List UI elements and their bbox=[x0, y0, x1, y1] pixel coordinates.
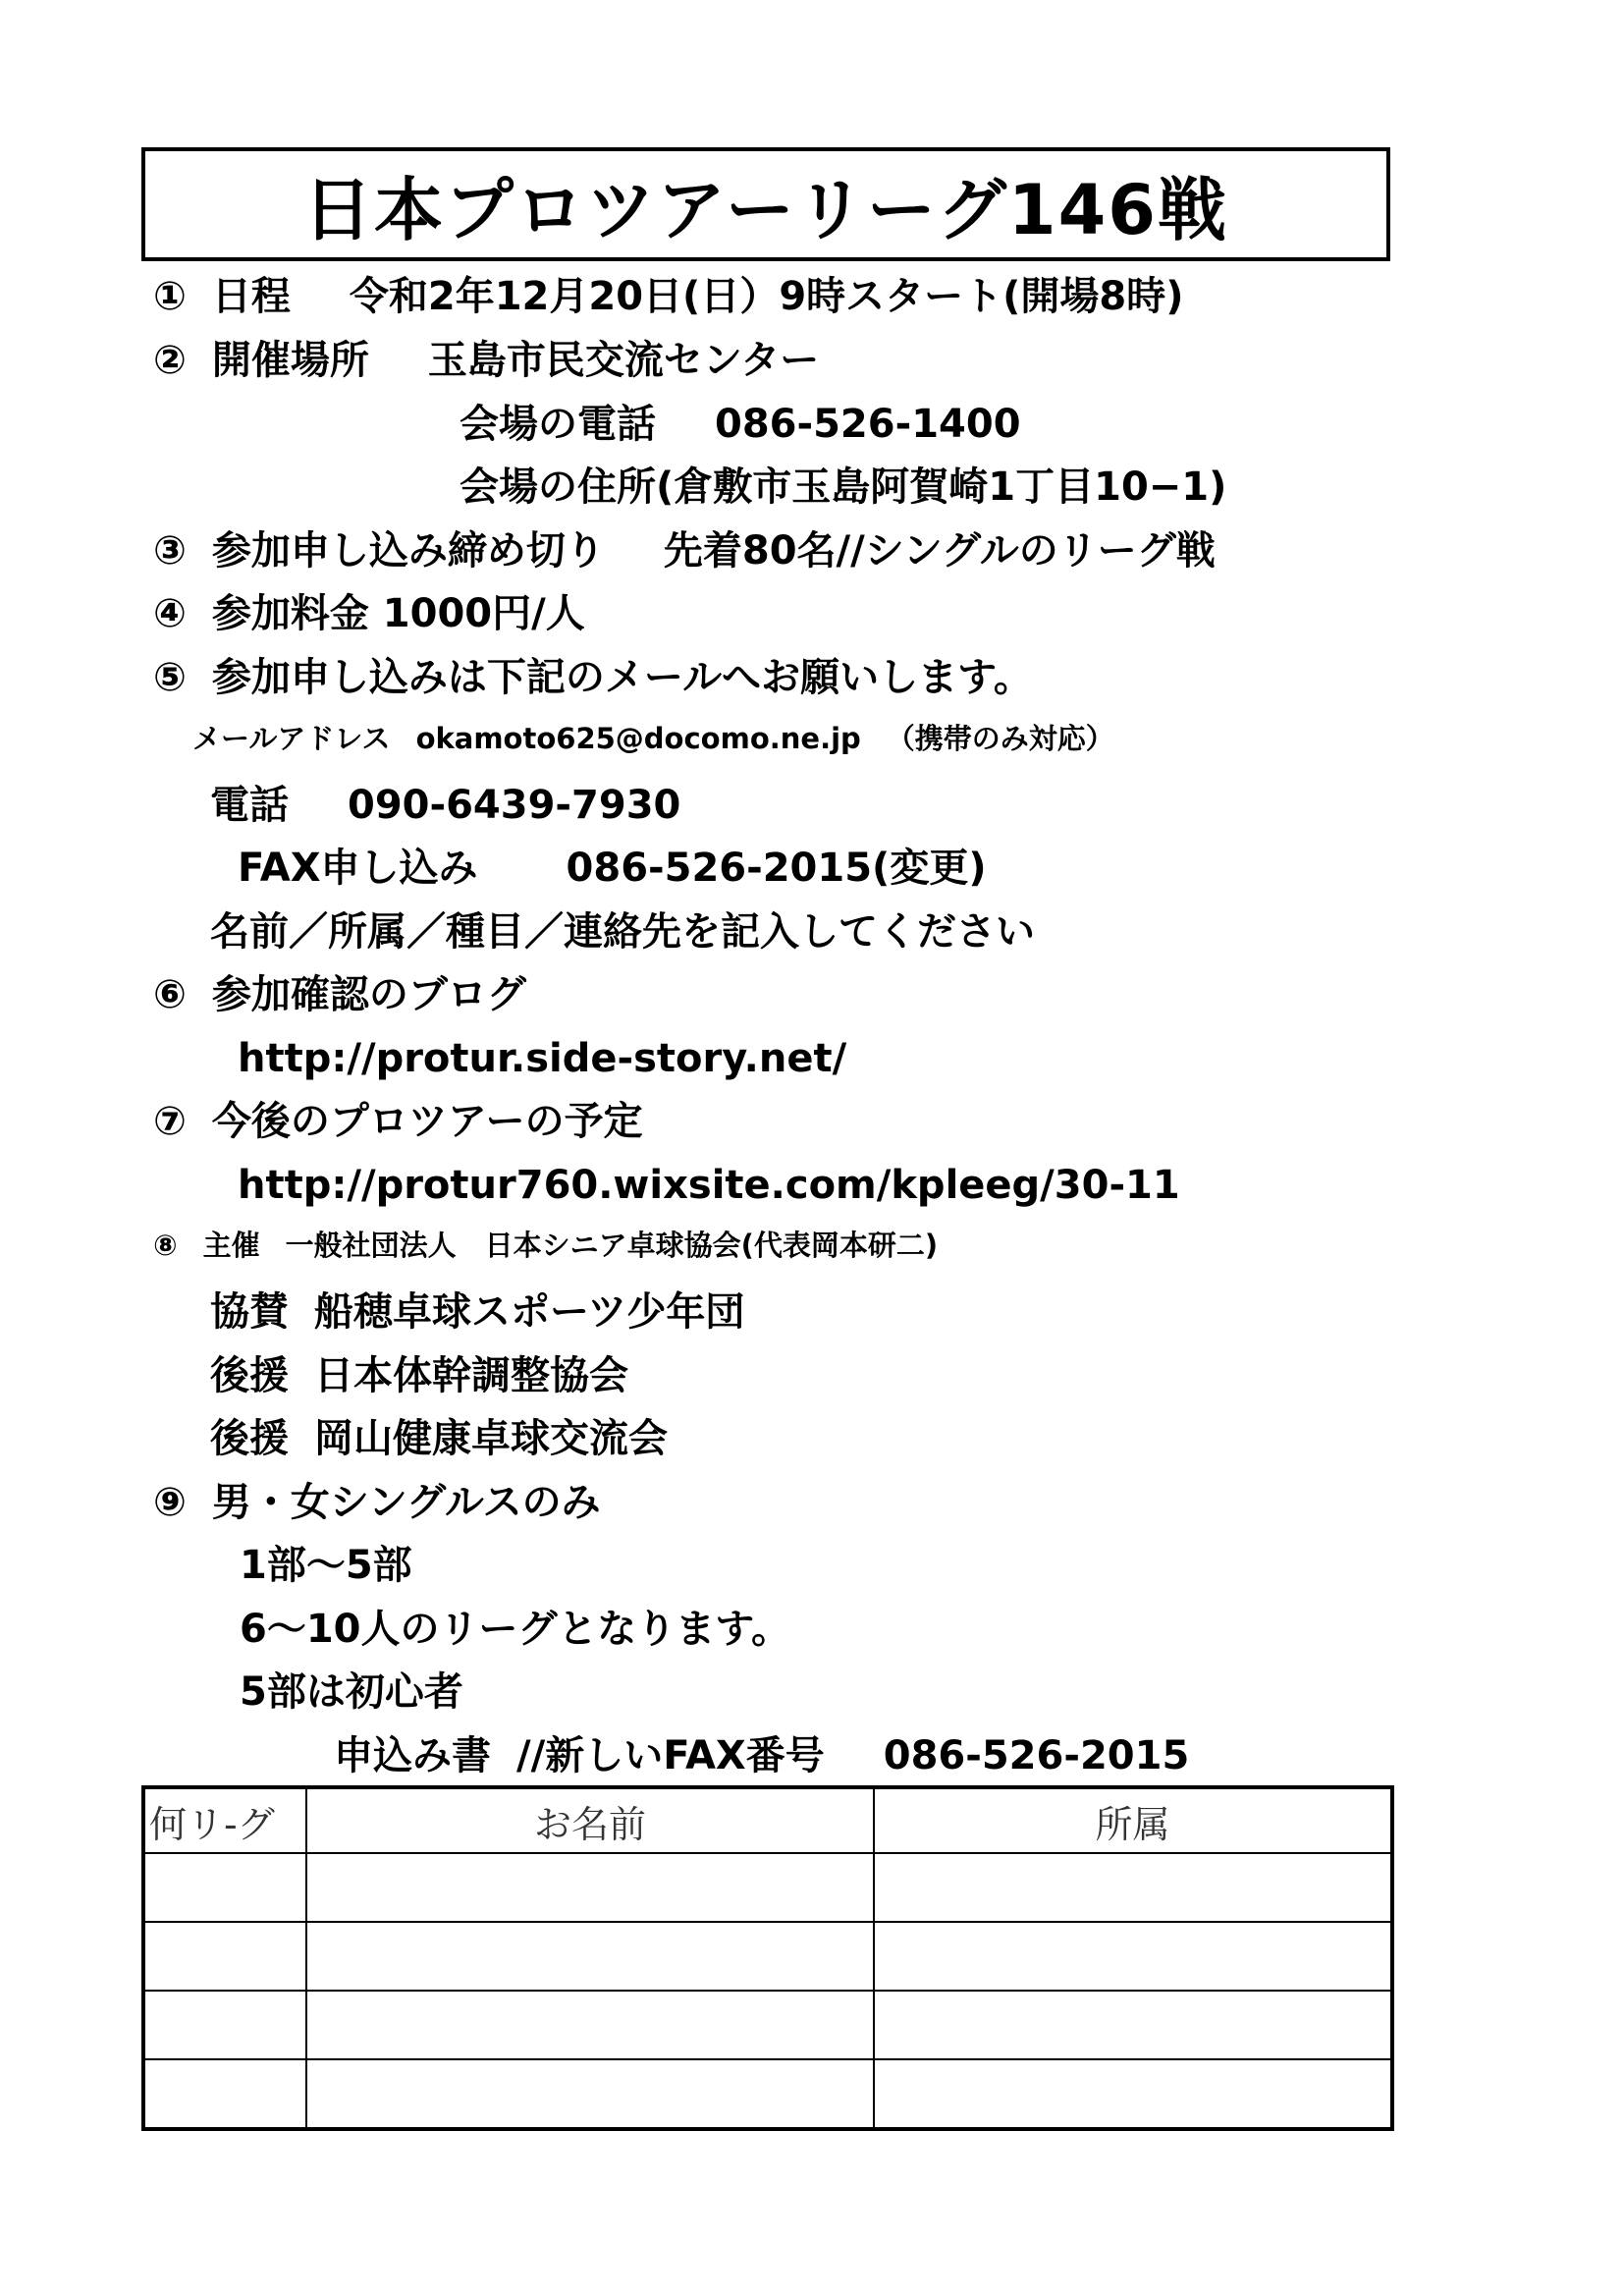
support-value: 日本体幹調整協会 bbox=[314, 1353, 628, 1398]
item-singles bbox=[153, 1480, 601, 1525]
item-number: ⑧ bbox=[153, 1229, 178, 1262]
venue-value: 玉島市民交流センター bbox=[427, 338, 820, 383]
cell-league[interactable] bbox=[143, 1991, 306, 2059]
header-affiliation: 所属 bbox=[874, 1787, 1392, 1853]
application-form-table bbox=[141, 1785, 1394, 2131]
item-venue bbox=[153, 338, 820, 383]
cell-affiliation[interactable] bbox=[874, 1853, 1392, 1922]
fee-text: 参加料金 1000円/人 bbox=[211, 591, 585, 636]
fax-line bbox=[238, 846, 987, 891]
item-number: ⑦ bbox=[153, 1099, 187, 1144]
item-number: ③ bbox=[153, 528, 187, 574]
support-label: 後援 bbox=[210, 1416, 289, 1461]
item-number: ⑤ bbox=[153, 655, 187, 700]
phone-value: 090-6439-7930 bbox=[348, 783, 681, 828]
sponsor-line bbox=[210, 1289, 745, 1335]
table-row bbox=[143, 1991, 1392, 2059]
cell-name[interactable] bbox=[306, 1853, 874, 1922]
support-line-2 bbox=[210, 1416, 668, 1461]
form-heading bbox=[334, 1733, 1190, 1778]
fax-label: FAX申し込み bbox=[238, 846, 478, 891]
venue-address: 会場の住所(倉敷市玉島阿賀崎1丁目10−1) bbox=[460, 465, 1227, 510]
item-number: ② bbox=[153, 338, 187, 383]
cell-league[interactable] bbox=[143, 1922, 306, 1991]
email-line bbox=[192, 722, 1114, 755]
form-heading-number: 086-526-2015 bbox=[883, 1733, 1190, 1778]
schedule-value: 令和2年12月20日(日）9時スタート(開場8時) bbox=[349, 274, 1184, 319]
cell-affiliation[interactable] bbox=[874, 1922, 1392, 1991]
fax-value: 086-526-2015(変更) bbox=[566, 846, 987, 891]
email-address[interactable]: okamoto625@docomo.ne.jp bbox=[415, 722, 861, 755]
header-name: お名前 bbox=[306, 1787, 874, 1853]
phone-line bbox=[210, 783, 681, 828]
item-number: ⑥ bbox=[153, 972, 187, 1017]
future-schedule-url[interactable]: http://protur760.wixsite.com/kpleeg/30-11 bbox=[238, 1163, 1180, 1208]
item-blog bbox=[153, 972, 526, 1017]
venue-phone-value: 086-526-1400 bbox=[715, 402, 1021, 447]
title-box bbox=[141, 147, 1390, 261]
item-number: ④ bbox=[153, 591, 187, 636]
item-future-schedule bbox=[153, 1099, 643, 1144]
item-number: ⑨ bbox=[153, 1480, 187, 1525]
cell-league[interactable] bbox=[143, 1853, 306, 1922]
form-heading-value: //新しいFAX番号 bbox=[516, 1733, 825, 1778]
cell-name[interactable] bbox=[306, 2059, 874, 2129]
header-league: 何リ-グ bbox=[143, 1787, 306, 1853]
item-schedule bbox=[153, 274, 1184, 319]
league-size: 6～10人のリーグとなります。 bbox=[240, 1607, 791, 1652]
table-row bbox=[143, 1853, 1392, 1922]
deadline-value: 先着80名//シングルのリーグ戦 bbox=[663, 528, 1216, 574]
cell-name[interactable] bbox=[306, 1922, 874, 1991]
sponsor-label: 協賛 bbox=[210, 1289, 289, 1335]
table-row bbox=[143, 1922, 1392, 1991]
beginner-note: 5部は初心者 bbox=[240, 1669, 463, 1715]
support-value: 岡山健康卓球交流会 bbox=[314, 1416, 668, 1461]
item-number: ① bbox=[153, 274, 187, 319]
item-deadline bbox=[153, 528, 1216, 574]
fields-note: 名前／所属／種目／連絡先を記入してください bbox=[210, 909, 1035, 955]
page-title: 日本プロツアーリーグ146戦 bbox=[302, 169, 1229, 250]
item-fee bbox=[153, 591, 585, 636]
support-line-1 bbox=[210, 1353, 628, 1398]
venue-phone-label: 会場の電話 bbox=[460, 402, 656, 447]
support-label: 後援 bbox=[210, 1353, 289, 1398]
cell-league[interactable] bbox=[143, 2059, 306, 2129]
phone-label: 電話 bbox=[210, 783, 289, 828]
apply-text: 参加申し込みは下記のメールへお願いします。 bbox=[211, 655, 1033, 700]
venue-label: 開催場所 bbox=[211, 338, 369, 383]
blog-url[interactable]: http://protur.side-story.net/ bbox=[238, 1036, 847, 1081]
blog-text: 参加確認のブログ bbox=[211, 972, 526, 1017]
future-schedule-text: 今後のプロツアーの予定 bbox=[211, 1099, 643, 1144]
item-organizer bbox=[153, 1231, 938, 1260]
divisions: 1部～5部 bbox=[240, 1543, 412, 1588]
form-heading-label: 申込み書 bbox=[334, 1733, 491, 1778]
email-label: メールアドレス bbox=[192, 722, 391, 755]
deadline-label: 参加申し込み締め切り bbox=[211, 528, 605, 574]
email-note: （携帯のみ対応） bbox=[886, 722, 1114, 755]
cell-affiliation[interactable] bbox=[874, 1991, 1392, 2059]
table-header-row bbox=[143, 1787, 1392, 1853]
sponsor-value: 船穂卓球スポーツ少年団 bbox=[314, 1289, 745, 1335]
table-row bbox=[143, 2059, 1392, 2129]
venue-phone bbox=[460, 402, 1021, 447]
cell-affiliation[interactable] bbox=[874, 2059, 1392, 2129]
organizer-value: 一般社団法人 日本シニア卓球協会(代表岡本研二) bbox=[285, 1229, 939, 1262]
organizer-label: 主催 bbox=[202, 1229, 260, 1262]
schedule-label: 日程 bbox=[211, 274, 291, 319]
cell-name[interactable] bbox=[306, 1991, 874, 2059]
singles-text: 男・女シングルスのみ bbox=[211, 1480, 601, 1525]
item-apply bbox=[153, 655, 1033, 700]
